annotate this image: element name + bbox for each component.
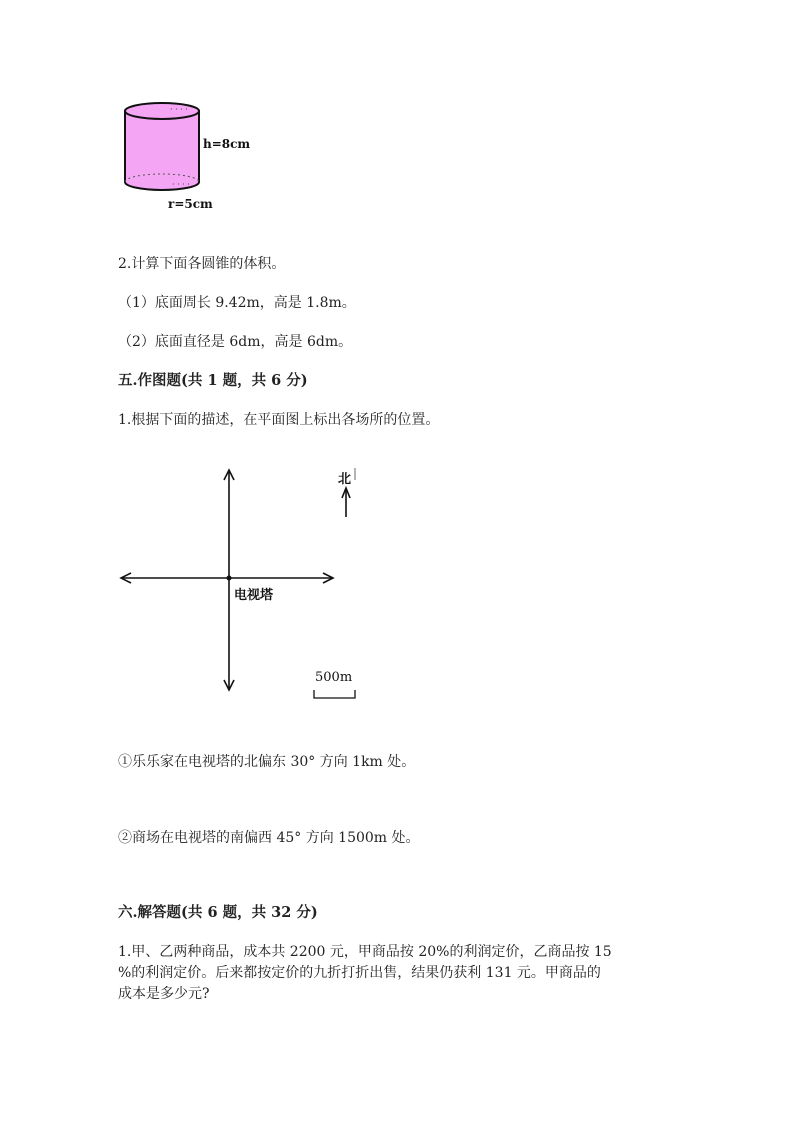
cylinder-radius-label: r=5cm — [168, 197, 213, 211]
north-label: 北 — [338, 472, 352, 487]
section-six-heading: 六.解答题(共 6 题，共 32 分) — [118, 904, 318, 921]
question-cone-volume-part2: （2）底面直径是 6dm，高是 6dm。 — [118, 334, 353, 350]
map-axes-drawing — [115, 460, 375, 700]
map-item-mall: ②商场在电视塔的南偏西 45° 方向 1500m 处。 — [118, 830, 420, 846]
question-map-stem: 1.根据下面的描述，在平面图上标出各场所的位置。 — [118, 412, 440, 428]
map-item-home: ①乐乐家在电视塔的北偏东 30° 方向 1km 处。 — [118, 754, 416, 770]
scale-label: 500m — [315, 670, 353, 685]
section-five-heading: 五.作图题(共 1 题，共 6 分) — [118, 372, 308, 389]
map-origin-label: 电视塔 — [234, 588, 274, 603]
question-profit-line1: 1.甲、乙两种商品，成本共 2200 元，甲商品按 20%的利润定价，乙商品按 15 — [118, 944, 612, 960]
map-diagram — [115, 460, 375, 700]
question-cone-volume-part1: （1）底面周长 9.42m，高是 1.8m。 — [118, 295, 356, 311]
question-profit-line2: %的利润定价。后来都按定价的九折打折出售，结果仍获利 131 元。甲商品的 — [118, 965, 601, 981]
question-cone-volume-stem: 2.计算下面各圆锥的体积。 — [118, 256, 286, 272]
svg-text:· · · ·: · · · · — [172, 180, 190, 189]
question-profit-line3: 成本是多少元? — [118, 986, 210, 1002]
cylinder-height-label: h=8cm — [203, 137, 251, 151]
svg-text:· · · ·: · · · · — [170, 105, 188, 114]
